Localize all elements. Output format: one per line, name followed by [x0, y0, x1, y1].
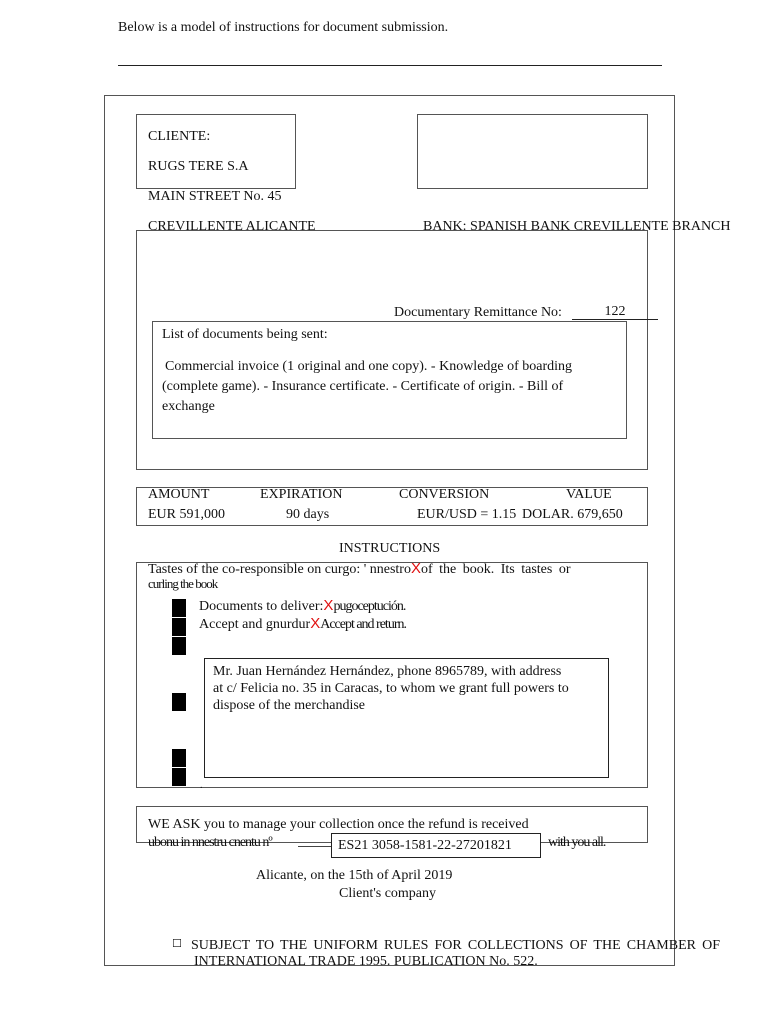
black-square: [172, 618, 186, 636]
conversion-header: CONVERSION: [399, 487, 490, 502]
x-mark: X: [410, 560, 421, 577]
footer-line1: SUBJECT TO THE UNIFORM RULES FOR COLLECTIONS OF THE CHAMBER OF: [191, 938, 720, 953]
amount-value: EUR 591,000: [148, 507, 225, 522]
conversion-value: EUR/USD = 1.15: [417, 507, 517, 522]
deliver-end: pugoceptución.: [333, 599, 406, 614]
client-street: MAIN STREET No. 45: [148, 189, 282, 204]
instructions-line2: curling the book: [148, 576, 218, 591]
place-date: Alicante, on the 15th of April 2019: [256, 868, 453, 883]
request-line2: ubonu in nnestru cnentu nº: [148, 835, 272, 850]
instructions-title: INSTRUCTIONS: [339, 541, 441, 556]
instructions-line1-end: of the book. Its tastes or: [420, 562, 571, 577]
black-square: [172, 749, 186, 767]
intro-text: Below is a model of instructions for document submission.: [118, 20, 449, 35]
x-mark: X: [310, 615, 321, 632]
small-dot: .: [200, 780, 203, 791]
black-square: [172, 693, 186, 711]
remittance-number: 122: [572, 305, 658, 320]
representative-text: Mr. Juan Hernández Hernández, phone 8965789, with address at c/ Felicia no. 35 in Caracas, to whom we grant full powers to dispose of the merchandise: [213, 664, 569, 713]
documents-list: Commercial invoice (1 original and one copy). - Knowledge of boarding (complete game). - Insurance certificate. - Certificate of origin. - Bill of exchange: [162, 359, 573, 414]
remittance-label: Documentary Remittance No:: [394, 305, 562, 320]
documents-title: List of documents being sent:: [162, 327, 328, 342]
amount-header: AMOUNT: [148, 487, 210, 502]
footer-line2: INTERNATIONAL TRADE 1995. PUBLICATION No. 522.: [194, 954, 538, 969]
value-header: VALUE: [566, 487, 612, 502]
accept-label: Accept and gnurdur: [199, 617, 311, 632]
client-city: CREVILLENTE ALICANTE: [148, 219, 316, 234]
x-mark: X: [323, 597, 334, 614]
black-square: [172, 599, 186, 617]
bank-text: BANK: SPANISH BANK CREVILLENTE BRANCH: [423, 219, 731, 234]
accept-end: Accept and return.: [320, 617, 406, 632]
empty-box: [417, 114, 648, 189]
black-square: [172, 768, 186, 786]
value-value: DOLAR. 679,650: [522, 507, 623, 522]
client-name: RUGS TERE S.A: [148, 159, 249, 174]
expiration-value: 90 days: [286, 507, 330, 522]
black-square: [172, 637, 186, 655]
header-rule: [118, 65, 662, 66]
client-company: Client's company: [339, 886, 437, 901]
iban-value: ES21 3058-1581-22-27201821: [338, 838, 512, 853]
checkbox-icon[interactable]: ☐: [172, 937, 182, 950]
deliver-line: [199, 597, 405, 615]
deliver-label: Documents to deliver:: [199, 599, 324, 614]
expiration-header: EXPIRATION: [260, 487, 343, 502]
client-label: CLIENTE:: [148, 129, 211, 144]
instructions-line1-start: Tastes of the co-responsible on curgo: ' nnestro: [148, 562, 411, 577]
request-line2-end: with you all.: [548, 835, 606, 850]
client-box: [136, 114, 296, 189]
request-line1: WE ASK you to manage your collection once the refund is received: [148, 817, 529, 832]
account-rule: [298, 846, 332, 847]
accept-line: [199, 615, 406, 633]
